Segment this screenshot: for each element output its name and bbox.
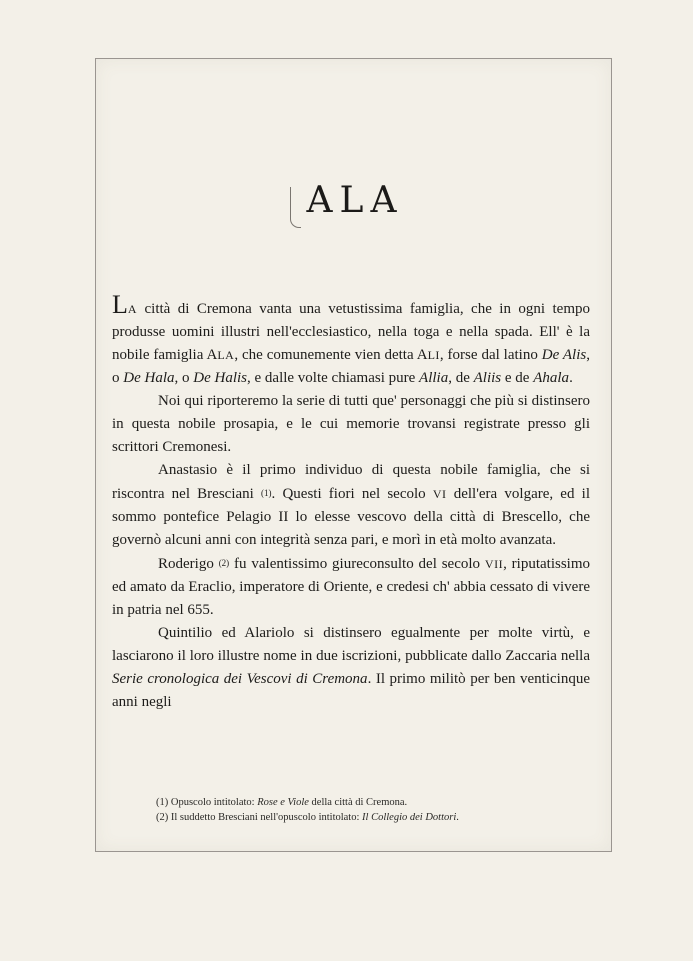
- footnote-ref-1: (1): [261, 488, 272, 498]
- drop-capital: L: [112, 290, 128, 319]
- footnote-1: (1) Opuscolo intitolato: Rose e Viole della città di Cremona.: [156, 797, 408, 808]
- paragraph-4: Roderigo $^{(2)}$ fu valentissimo giureconsulto del secolo VII, riputatissimo ed amato da Eraclio, imperatore di Oriente, e credesi ch' abbia cessato di vivere in patria nel 655.: [112, 556, 591, 618]
- paragraph-2: Noi qui riporteremo la serie di tutti que' personaggi che più si distinsero in questa nobile prosapia, e le cui memorie trovansi registrate presso gli scrittori Cremonesi.: [112, 393, 590, 455]
- text-body: [112, 290, 591, 714]
- page-title: [0, 180, 693, 228]
- footnote-2: (2) Il suddetto Bresciani nell'opuscolo intitolato: Il Collegio dei Dottori.: [156, 812, 459, 823]
- title-text: ALA: [306, 180, 404, 221]
- footnotes: [156, 795, 586, 825]
- paragraph-1: LA città di Cremona vanta una vetustissima famiglia, che in ogni tempo produsse uomini illustri nell'ecclesiastico, nella toga e nella spada. Ell' è la nobile famiglia ALA, che comunemente vien detta ALI, forse dal latino De Alis, o De Hala, o De Halis, e dalle volte chiamasi pure Allia, de Aliis e de Ahala.: [112, 290, 590, 386]
- title-ornament: [290, 187, 301, 228]
- footnote-ref-2: (2): [218, 558, 230, 568]
- paragraph-5: Quintilio ed Alariolo si distinsero egualmente per molte virtù, e lasciarono il loro illustre nome in due iscrizioni, pubblicate dallo Zaccaria nella Serie cronologica dei Vescovi di Cremona. Il primo militò per ben venticinque anni negli: [112, 625, 590, 710]
- paragraph-3: Anastasio è il primo individuo di questa nobile famiglia, che si riscontra nel Bresciani $^{(1)}$. Questi fiori nel secolo VI dell'era volgare, ed il sommo pontefice Pelagio II lo elesse vescovo della città di Brescello, che governò alcuni anni con integrità senza pari, e morì in età molto avanzata.: [112, 462, 590, 548]
